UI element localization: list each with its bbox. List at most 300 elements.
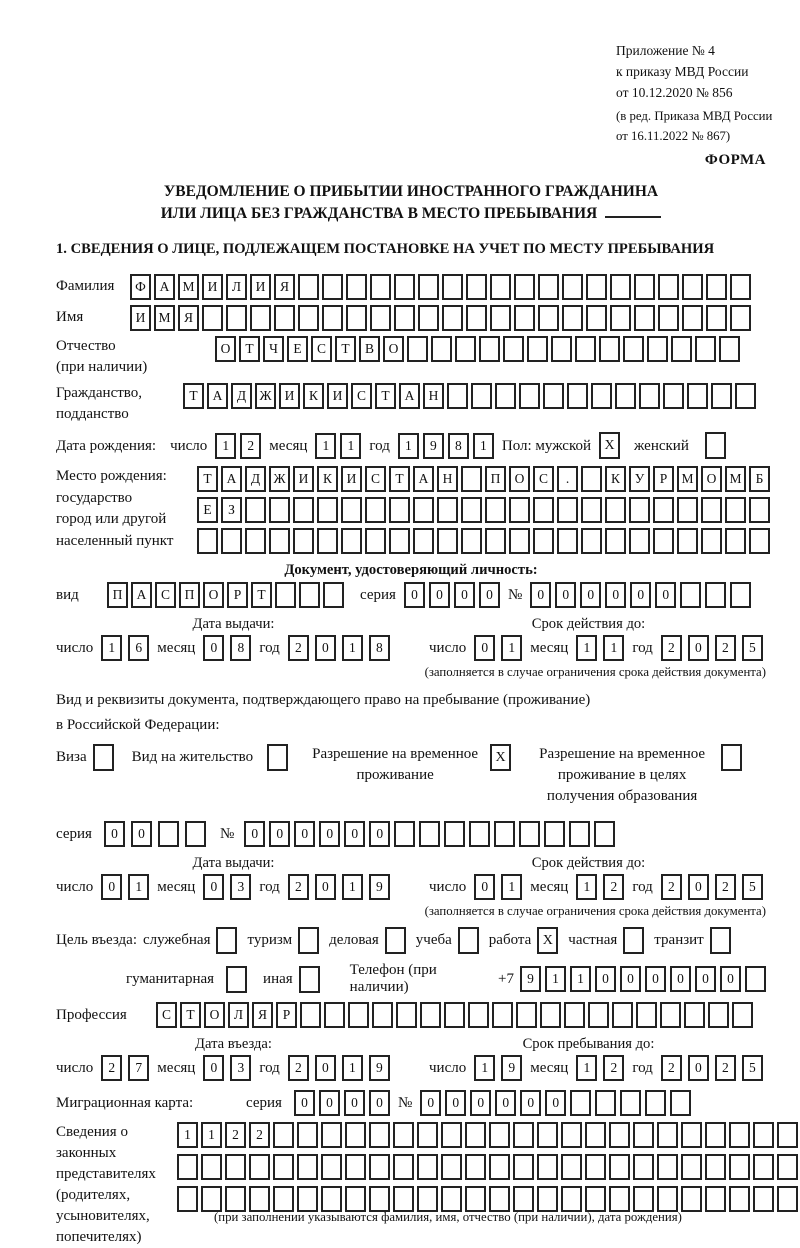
- char-box: 0: [595, 966, 616, 992]
- char-box: [489, 1154, 510, 1180]
- char-box: [485, 528, 506, 554]
- char-box: 9: [501, 1055, 522, 1081]
- char-box: [634, 274, 655, 300]
- year-label: год: [369, 437, 390, 454]
- char-box: [420, 1002, 441, 1028]
- char-box: [269, 497, 290, 523]
- char-box: [687, 383, 708, 409]
- char-box: 0: [319, 1090, 340, 1116]
- char-box: [396, 1002, 417, 1028]
- char-box: 1: [342, 874, 363, 900]
- char-box: [557, 528, 578, 554]
- char-box: 0: [404, 582, 425, 608]
- char-box: .: [557, 466, 578, 492]
- year-label: год: [259, 640, 280, 656]
- char-box: [610, 274, 631, 300]
- char-box: [657, 1154, 678, 1180]
- char-box: [365, 497, 386, 523]
- char-box: 1: [501, 874, 522, 900]
- char-box: [322, 305, 343, 331]
- legal-reps-label: Сведения о законных представителях (родителях, усыновителях, попечителях): [56, 1124, 156, 1245]
- char-box: [684, 1002, 705, 1028]
- char-box: [370, 274, 391, 300]
- char-box: 0: [369, 821, 390, 847]
- char-box: [465, 1186, 486, 1212]
- checkbox-temp-residence-education: [721, 744, 742, 771]
- residence-doc-date-headings: [56, 855, 766, 872]
- char-box: 2: [249, 1122, 270, 1148]
- issue-date-heading: Дата выдачи:: [192, 616, 275, 632]
- char-box: 1: [340, 433, 361, 459]
- title-blank-underline: [605, 216, 661, 218]
- month-label: месяц: [157, 640, 196, 656]
- char-box: Т: [251, 582, 272, 608]
- forma-label: ФОРМА: [704, 152, 766, 168]
- day-label: число: [429, 879, 467, 895]
- char-box: 0: [369, 1090, 390, 1116]
- appendix-line: от 10.12.2020 № 856: [616, 85, 733, 100]
- sex-female-label: женский: [634, 437, 689, 454]
- birth-date-label: Дата рождения:: [56, 437, 157, 454]
- birth-year-cells: [398, 433, 494, 459]
- stay-month-cells: [576, 1055, 624, 1081]
- char-box: [533, 497, 554, 523]
- char-box: [407, 336, 428, 362]
- char-box: [447, 383, 468, 409]
- char-box: [701, 497, 722, 523]
- char-box: [561, 1122, 582, 1148]
- stay-day-cells: [474, 1055, 522, 1081]
- char-box: [657, 1186, 678, 1212]
- char-box: 1: [315, 433, 336, 459]
- char-box: Ж: [255, 383, 276, 409]
- char-box: [514, 305, 535, 331]
- char-box: [490, 274, 511, 300]
- char-box: [417, 1122, 438, 1148]
- char-box: [441, 1154, 462, 1180]
- char-box: 0: [420, 1090, 441, 1116]
- char-box: [201, 1186, 222, 1212]
- char-box: Я: [274, 274, 295, 300]
- checkbox-tourism: [298, 927, 319, 954]
- char-box: [442, 305, 463, 331]
- char-box: Т: [180, 1002, 201, 1028]
- char-box: 0: [479, 582, 500, 608]
- char-box: [567, 383, 588, 409]
- char-box: [393, 1186, 414, 1212]
- char-box: [495, 383, 516, 409]
- char-box: М: [178, 274, 199, 300]
- char-box: [705, 582, 726, 608]
- permit-issue-month-cells: [203, 874, 251, 900]
- char-box: [706, 274, 727, 300]
- char-box: 2: [225, 1122, 246, 1148]
- permit-issue-day-cells: [101, 874, 149, 900]
- char-box: [570, 1090, 591, 1116]
- purpose-other-label: иная: [263, 970, 293, 987]
- char-box: 0: [495, 1090, 516, 1116]
- entry-year-cells: [288, 1055, 390, 1081]
- residence-permit-label: Вид на жительство: [131, 749, 254, 765]
- month-label: месяц: [157, 1060, 196, 1076]
- char-box: [321, 1154, 342, 1180]
- char-box: 0: [294, 821, 315, 847]
- char-box: [708, 1002, 729, 1028]
- char-box: К: [605, 466, 626, 492]
- char-box: [274, 305, 295, 331]
- char-box: [245, 497, 266, 523]
- checkbox-study: [458, 927, 479, 954]
- purpose-business-label: деловая: [329, 932, 379, 948]
- char-box: 0: [244, 821, 265, 847]
- char-box: О: [509, 466, 530, 492]
- valid-until-heading: Срок действия до:: [531, 855, 646, 871]
- migration-series-cells: [294, 1090, 390, 1116]
- char-box: [681, 1154, 702, 1180]
- char-box: [591, 383, 612, 409]
- migration-card-row: [56, 1090, 766, 1116]
- char-box: А: [154, 274, 175, 300]
- char-box: 9: [520, 966, 541, 992]
- char-box: Т: [197, 466, 218, 492]
- char-box: [299, 582, 320, 608]
- char-box: [298, 305, 319, 331]
- residence-doc-dates-row: [56, 874, 766, 900]
- permit-valid-month-cells: [576, 874, 624, 900]
- char-box: [586, 274, 607, 300]
- citizenship-row: [56, 383, 766, 425]
- purpose-work-label: работа: [488, 932, 532, 948]
- char-box: [469, 821, 490, 847]
- char-box: [413, 528, 434, 554]
- char-box: [197, 528, 218, 554]
- patronymic-cells: [215, 336, 740, 362]
- char-box: [317, 497, 338, 523]
- char-box: [250, 305, 271, 331]
- char-box: Л: [226, 274, 247, 300]
- char-box: [647, 336, 668, 362]
- char-box: 8: [448, 433, 469, 459]
- char-box: [221, 528, 242, 554]
- char-box: 0: [470, 1090, 491, 1116]
- char-box: [562, 305, 583, 331]
- residence-doc-series-row: [56, 821, 766, 847]
- day-label: число: [56, 1060, 94, 1076]
- form-title-line2: ИЛИ ЛИЦА БЕЗ ГРАЖДАНСТВА В МЕСТО ПРЕБЫВАНИЯ: [56, 203, 766, 225]
- char-box: [660, 1002, 681, 1028]
- char-box: [419, 821, 440, 847]
- surname-row: [56, 274, 766, 300]
- checkbox-business: [385, 927, 406, 954]
- char-box: [466, 274, 487, 300]
- char-box: 1: [342, 1055, 363, 1081]
- char-box: [729, 1186, 750, 1212]
- char-box: Т: [335, 336, 356, 362]
- char-box: [437, 497, 458, 523]
- char-box: С: [351, 383, 372, 409]
- char-box: 0: [319, 821, 340, 847]
- char-box: [441, 1122, 462, 1148]
- char-box: [719, 336, 740, 362]
- char-box: 3: [230, 1055, 251, 1081]
- section1-heading: 1. СВЕДЕНИЯ О ЛИЦЕ, ПОДЛЕЖАЩЕМ ПОСТАНОВКЕ НА УЧЕТ ПО МЕСТУ ПРЕБЫВАНИЯ: [56, 241, 715, 257]
- checkbox-residence-permit: [267, 744, 288, 771]
- char-box: 0: [630, 582, 651, 608]
- char-box: [513, 1186, 534, 1212]
- identity-doc-row: [56, 582, 766, 608]
- char-box: [317, 528, 338, 554]
- char-box: [695, 336, 716, 362]
- entry-month-cells: [203, 1055, 251, 1081]
- char-box: Р: [653, 466, 674, 492]
- char-box: И: [130, 305, 151, 331]
- char-box: [544, 821, 565, 847]
- char-box: А: [131, 582, 152, 608]
- char-box: 1: [473, 433, 494, 459]
- char-box: 5: [742, 874, 763, 900]
- char-box: [298, 274, 319, 300]
- char-box: У: [629, 466, 650, 492]
- char-box: [564, 1002, 585, 1028]
- day-label: число: [429, 640, 467, 656]
- char-box: [417, 1154, 438, 1180]
- char-box: [671, 336, 692, 362]
- char-box: [581, 497, 602, 523]
- char-box: [680, 582, 701, 608]
- identity-doc-dates-row: [56, 635, 766, 661]
- char-box: О: [204, 1002, 225, 1028]
- day-label: число: [170, 437, 208, 454]
- char-box: С: [533, 466, 554, 492]
- char-box: 1: [545, 966, 566, 992]
- issue-day-cells: [101, 635, 149, 661]
- char-box: [732, 1002, 753, 1028]
- char-box: [705, 1186, 726, 1212]
- char-box: [442, 274, 463, 300]
- char-box: 2: [661, 635, 682, 661]
- char-box: [633, 1122, 654, 1148]
- char-box: [749, 528, 770, 554]
- stay-year-cells: [661, 1055, 763, 1081]
- char-box: 0: [555, 582, 576, 608]
- char-box: [612, 1002, 633, 1028]
- char-box: 2: [715, 1055, 736, 1081]
- char-box: 0: [315, 874, 336, 900]
- char-box: [455, 336, 476, 362]
- char-box: 0: [101, 874, 122, 900]
- char-box: 0: [131, 821, 152, 847]
- char-box: 2: [101, 1055, 122, 1081]
- char-box: [543, 383, 564, 409]
- char-box: [633, 1154, 654, 1180]
- char-box: 2: [715, 874, 736, 900]
- profession-label: Профессия: [56, 1007, 127, 1023]
- char-box: [514, 274, 535, 300]
- char-box: 1: [501, 635, 522, 661]
- char-box: [729, 1154, 750, 1180]
- char-box: 9: [369, 874, 390, 900]
- char-box: [586, 305, 607, 331]
- purpose-row-2: [126, 962, 766, 996]
- char-box: [202, 305, 223, 331]
- char-box: [623, 336, 644, 362]
- char-box: М: [725, 466, 746, 492]
- char-box: [323, 582, 344, 608]
- char-box: 0: [344, 1090, 365, 1116]
- char-box: [509, 497, 530, 523]
- char-box: [705, 1122, 726, 1148]
- char-box: А: [207, 383, 228, 409]
- char-box: [249, 1186, 270, 1212]
- char-box: 2: [603, 874, 624, 900]
- purpose-row-1: [56, 927, 766, 954]
- char-box: [225, 1154, 246, 1180]
- char-box: 2: [661, 874, 682, 900]
- char-box: Б: [749, 466, 770, 492]
- char-box: [177, 1186, 198, 1212]
- residence-doc-options: [56, 744, 766, 807]
- migration-card-label: Миграционная карта:: [56, 1095, 194, 1111]
- char-box: 1: [177, 1122, 198, 1148]
- char-box: [321, 1186, 342, 1212]
- char-box: Т: [375, 383, 396, 409]
- birth-place-row: [56, 466, 766, 554]
- doc-kind-label: вид: [56, 587, 79, 603]
- char-box: [389, 497, 410, 523]
- entry-dates-row: [56, 1055, 766, 1081]
- permit-number-label: №: [219, 826, 235, 842]
- day-label: число: [429, 1060, 467, 1076]
- char-box: [394, 274, 415, 300]
- char-box: [346, 305, 367, 331]
- month-label: месяц: [530, 879, 569, 895]
- char-box: [677, 528, 698, 554]
- doc-series-cells: [404, 582, 500, 608]
- char-box: 0: [670, 966, 691, 992]
- char-box: [418, 305, 439, 331]
- char-box: [682, 305, 703, 331]
- char-box: 0: [545, 1090, 566, 1116]
- char-box: [444, 821, 465, 847]
- char-box: [657, 1122, 678, 1148]
- char-box: [537, 1186, 558, 1212]
- char-box: [639, 383, 660, 409]
- char-box: [663, 383, 684, 409]
- char-box: 0: [429, 582, 450, 608]
- char-box: 1: [474, 1055, 495, 1081]
- char-box: [225, 1186, 246, 1212]
- char-box: 1: [101, 635, 122, 661]
- char-box: [706, 305, 727, 331]
- char-box: [393, 1122, 414, 1148]
- char-box: Е: [287, 336, 308, 362]
- char-box: [569, 821, 590, 847]
- char-box: 2: [288, 874, 309, 900]
- char-box: [345, 1154, 366, 1180]
- char-box: [730, 274, 751, 300]
- char-box: [585, 1122, 606, 1148]
- purpose-tourism-label: туризм: [247, 932, 293, 948]
- char-box: [492, 1002, 513, 1028]
- char-box: М: [154, 305, 175, 331]
- edition-line: (в ред. Приказа МВД России: [616, 109, 773, 123]
- char-box: [345, 1186, 366, 1212]
- char-box: 5: [742, 635, 763, 661]
- char-box: 2: [288, 1055, 309, 1081]
- char-box: 0: [294, 1090, 315, 1116]
- char-box: [490, 305, 511, 331]
- char-box: [599, 336, 620, 362]
- char-box: [485, 497, 506, 523]
- month-label: месяц: [269, 437, 308, 454]
- char-box: [658, 305, 679, 331]
- sex-male-label: Пол: мужской: [501, 437, 592, 454]
- migration-number-label: №: [397, 1095, 413, 1111]
- profession-row: [56, 1002, 766, 1028]
- char-box: [633, 1186, 654, 1212]
- char-box: 0: [104, 821, 125, 847]
- char-box: [777, 1154, 798, 1180]
- char-box: Л: [228, 1002, 249, 1028]
- char-box: [297, 1154, 318, 1180]
- appendix-line: Приложение № 4: [616, 43, 715, 58]
- char-box: 0: [645, 966, 666, 992]
- char-box: [753, 1186, 774, 1212]
- char-box: [725, 528, 746, 554]
- char-box: [527, 336, 548, 362]
- year-label: год: [259, 879, 280, 895]
- char-box: [461, 497, 482, 523]
- checkbox-transit: [710, 927, 731, 954]
- legal-reps-block: [56, 1122, 766, 1248]
- char-box: [519, 383, 540, 409]
- char-box: [609, 1186, 630, 1212]
- entry-day-cells: [101, 1055, 149, 1081]
- char-box: [749, 497, 770, 523]
- char-box: 0: [445, 1090, 466, 1116]
- char-box: С: [311, 336, 332, 362]
- char-box: [369, 1122, 390, 1148]
- char-box: [585, 1154, 606, 1180]
- char-box: 0: [605, 582, 626, 608]
- entry-date-headings: [56, 1036, 766, 1053]
- char-box: 1: [603, 635, 624, 661]
- migration-series-label: серия: [246, 1095, 282, 1111]
- char-box: 0: [203, 635, 224, 661]
- purpose-private-label: частная: [568, 932, 618, 948]
- char-box: [273, 1154, 294, 1180]
- char-box: 1: [570, 966, 591, 992]
- edition-line: от 16.11.2022 № 867): [616, 129, 731, 143]
- char-box: И: [327, 383, 348, 409]
- char-box: 9: [423, 433, 444, 459]
- month-label: месяц: [530, 1060, 569, 1076]
- issue-year-cells: [288, 635, 390, 661]
- char-box: [465, 1122, 486, 1148]
- char-box: [533, 528, 554, 554]
- surname-label: Фамилия: [56, 278, 115, 294]
- char-box: [777, 1186, 798, 1212]
- char-box: О: [701, 466, 722, 492]
- char-box: [551, 336, 572, 362]
- permit-number-cells: [244, 821, 615, 847]
- char-box: 8: [230, 635, 251, 661]
- checkbox-male: X: [599, 432, 620, 459]
- char-box: [245, 528, 266, 554]
- char-box: 0: [315, 635, 336, 661]
- char-box: Р: [276, 1002, 297, 1028]
- char-box: Ф: [130, 274, 151, 300]
